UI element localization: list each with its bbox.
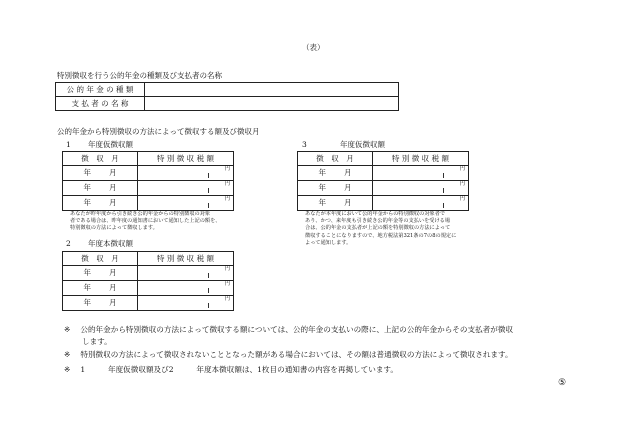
- block2-num: 2: [66, 239, 71, 248]
- yen-label: 円: [224, 196, 230, 202]
- amount-cell[interactable]: [138, 266, 234, 281]
- amount-cell[interactable]: [138, 196, 234, 211]
- yen-label: 円: [459, 181, 465, 187]
- year-label: 年: [318, 198, 326, 208]
- yen-label: 円: [224, 266, 230, 272]
- month-label: 月: [109, 183, 117, 193]
- month-label: 月: [344, 183, 352, 193]
- year-label: 年: [83, 168, 91, 178]
- month-label: 月: [344, 198, 352, 208]
- block3-table: [297, 151, 469, 211]
- block2-title: 年度本徴収額: [88, 239, 133, 248]
- block2-table: [62, 251, 234, 311]
- month-label: 月: [109, 168, 117, 178]
- amount-cell[interactable]: [373, 166, 469, 181]
- payer-name-value[interactable]: [145, 97, 399, 111]
- table-row: [63, 181, 234, 196]
- amount-cell[interactable]: [138, 281, 234, 296]
- payer-name-label: 支 払 者 の 名 称: [56, 97, 145, 111]
- section-title: 公的年金から特別徴収の方法によって徴収する額及び徴収月: [57, 127, 260, 136]
- year-label: 年: [83, 183, 91, 193]
- month-label: 月: [109, 268, 117, 278]
- table-row: [63, 281, 234, 296]
- yen-label: 円: [224, 181, 230, 187]
- amount-cell[interactable]: [138, 296, 234, 311]
- footnote-3: ※ 1 年度仮徴収額及び2 年度本徴収額は、1枚目の通知書の内容を再掲しています。: [64, 365, 399, 374]
- footnote-1: ※ 公的年金から特別徴収の方法によって徴収する額については、公的年金の支払いの際に、上記の公的年金からその支払者が徴収: [64, 325, 514, 334]
- yen-label: 円: [224, 296, 230, 302]
- table-row: [298, 196, 469, 211]
- month-label: 月: [109, 283, 117, 293]
- table-row: [63, 196, 234, 211]
- amount-cell[interactable]: [138, 166, 234, 181]
- month-label: 月: [109, 198, 117, 208]
- yen-label: 円: [459, 196, 465, 202]
- amount-cell[interactable]: [373, 181, 469, 196]
- col-amount-header: 特 別 徴 収 税 額: [138, 252, 234, 266]
- pension-type-value[interactable]: [145, 83, 399, 97]
- amount-cell[interactable]: [373, 196, 469, 211]
- col-amount-header: 特 別 徴 収 税 額: [373, 152, 469, 166]
- block3-title: 年度仮徴収額: [340, 140, 385, 149]
- month-label: 月: [344, 168, 352, 178]
- amount-cell[interactable]: [138, 181, 234, 196]
- payer-table: [55, 82, 399, 111]
- footnote-2: ※ 特別徴収の方法によって徴収されないこととなった額がある場合においては、その額は普通徴収の方法によって徴収されます。: [64, 350, 513, 359]
- year-label: 年: [318, 183, 326, 193]
- block3-num: 3: [302, 140, 307, 149]
- payer-heading: 特別徴収を行う公的年金の種類及び支払者の名称: [57, 71, 222, 80]
- year-label: 年: [83, 198, 91, 208]
- col-month-header: 徴 収 月: [63, 252, 138, 266]
- block1-title: 年度仮徴収額: [88, 140, 133, 149]
- yen-label: 円: [459, 166, 465, 172]
- year-label: 年: [83, 283, 91, 293]
- year-label: 年: [83, 268, 91, 278]
- block1-table: [62, 151, 234, 211]
- yen-label: 円: [224, 166, 230, 172]
- block3-note: あなたが本年度において公的年金からの特別徴収の対象者で あり、かつ、来年度も引き続き公的年金等の支払いを受ける場 合は、公的年金の支払者が上記の額を特別徴収の方法によって 徴収することになりますので、地方税法第321条の7の8の規定に よって通知します。: [305, 211, 457, 246]
- month-label: 月: [109, 298, 117, 308]
- year-label: 年: [83, 298, 91, 308]
- table-row: [63, 166, 234, 181]
- block1-num: 1: [66, 140, 71, 149]
- table-row: [298, 181, 469, 196]
- footnote-1-cont: します。: [82, 337, 112, 346]
- year-label: 年: [318, 168, 326, 178]
- pension-type-label: 公 的 年 金 の 種 類: [56, 83, 145, 97]
- table-row: [298, 166, 469, 181]
- table-row: [63, 266, 234, 281]
- col-month-header: 徴 収 月: [298, 152, 373, 166]
- block1-note: あなたが昨年度から引き続き公的年金からの特別徴収の対象 者である場合は、昨年度の通知書において通知した上記の額を、 特別徴収の方法によって徴収します。: [70, 211, 221, 232]
- table-row: [63, 296, 234, 311]
- yen-label: 円: [224, 281, 230, 287]
- page-header: （表）: [302, 43, 325, 52]
- col-month-header: 徴 収 月: [63, 152, 138, 166]
- col-amount-header: 特 別 徴 収 税 額: [138, 152, 234, 166]
- page-number: ⑤: [558, 378, 567, 388]
